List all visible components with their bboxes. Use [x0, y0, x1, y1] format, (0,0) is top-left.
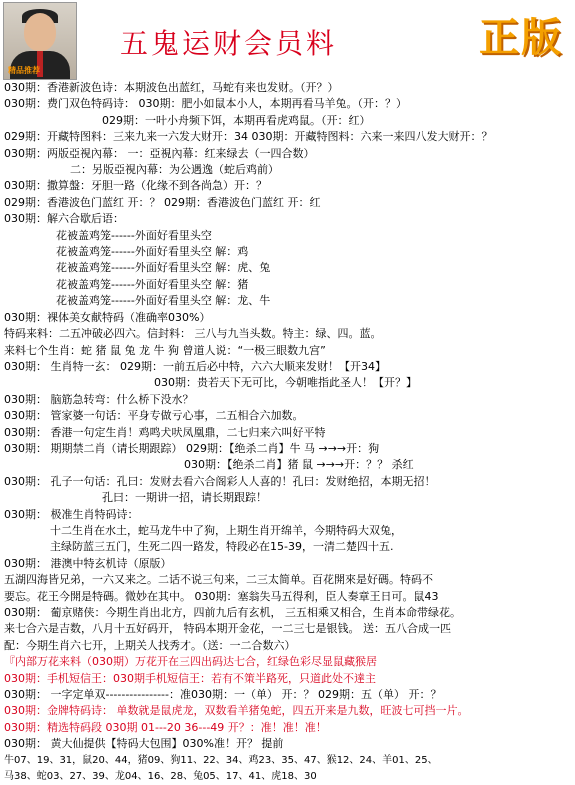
text-line: 二：另版亞視內幕：为公遇逸（蛇后鸡前） [70, 163, 279, 177]
text-line: 030期： 期期禁二肖（请长期跟踪） 029期：【绝杀二肖】牛 马 →→→开：狗 [4, 441, 380, 455]
text-line: 030期： 一字定单双----------------：准030期：一（单） 开：？ 029期：五（单） 开：？ [4, 688, 442, 702]
text-line: 主绿防蓝三五门，生死二四一路发，特段必在15-39，一清二楚四十五. [50, 540, 394, 554]
text-line: 030期： 生肖特一玄： 029期：一前五后必中特，六六大顺来发财！【开34】 [4, 359, 386, 373]
text-line: 孔曰：一期讲一招，请长期跟踪！ [102, 491, 267, 505]
text-line: 030期：精选特码段 030期 01---20 36---49 开？：准！准！准！ [4, 720, 327, 734]
text-line: 要忘。花王今開是特碼。微妙在其中。 030期：塞翁失马五得利，臣人奏章王日可。鼠43 [4, 589, 439, 603]
text-line: 来七合六是吉数，八月十五好码开， 特码本期开金花，一二三七是银钱。 送：五八合成一匹 [4, 622, 451, 636]
text-line: 030期：解六合歇后语： [4, 212, 124, 226]
face-shape [24, 13, 56, 51]
text-line: 030期：费门双色特码诗： 030期：肥小如鼠本小人，本期再看马羊兔。（开：？） [4, 97, 407, 111]
authentic-stamp: 正版 [479, 14, 563, 61]
text-line: 030期：两版亞視內幕： 一：亞視內幕：红来绿去（一四合数） [4, 146, 315, 160]
text-line: 030期： 香港一句定生肖！鸡鸣犬吠凤凰鼎，二七归来六叫好平特 [4, 425, 326, 439]
text-line: 马38、蛇03、27、39、龙04、16、28、兔05、17、41、虎18、30 [4, 771, 317, 783]
text-line: 030期： 管家婆一句话：平身专做亏心事，二五相合六加数。 [4, 409, 304, 423]
text-line: 十二生肖在水土，蛇马龙牛中了狗，上期生肖开绵羊，今期特码大双兔， [50, 523, 402, 537]
text-line: 030期：金牌特码诗： 单数就是鼠虎龙，双数看羊猪兔蛇，四五开来是九数，旺波七可挡一片。 [4, 704, 469, 718]
text-line: 030期： 葡京赌侠：今期生肖出北方，四前九后有玄机， 三五相乘又相合，生肖本命带绿花。 [4, 606, 461, 619]
portrait-photo [3, 2, 77, 80]
text-line: 029期：香港波色门蓝红 开：？ 029期：香港波色门蓝红 开：红 [4, 195, 321, 209]
text-line: 花被盖鸡笼------外面好看里头空 [56, 228, 212, 242]
text-line: 030期：撒算盤：牙胆一路（化缘不到各尚急）开：？ [4, 179, 267, 193]
text-line: 030期： 孔子一句话：孔曰：发财去看六合阁彩人人喜的！孔曰：发财绝招，本期无招！ [4, 474, 436, 488]
text-line: 花被盖鸡笼------外面好看里头空 解：猪 [56, 277, 249, 291]
page-title: 五鬼运财会员料 [120, 27, 338, 60]
text-line: 030期：贵若天下无可比，今朝唯指此圣人！【开？】 [154, 376, 417, 390]
text-line: 029期：一叶小舟频下饵，本期再看虎鸡鼠。（开：红） [102, 113, 371, 127]
text-line: 来料七个生肖：蛇 猪 鼠 兔 龙 牛 狗 曾道人说：“一极三眼数九宫” [4, 343, 326, 357]
text-line: 030期： 极准生肖特码诗： [4, 507, 139, 521]
text-line: 030期：裸体美女献特码（准确率030%） [4, 310, 211, 324]
text-line: 特码来料：二五冲破必四六。信封料： 三八与九当头数。特主：绿、四。蓝。 [4, 327, 382, 341]
text-line: 配：今期生肖六七开，上期关人找秀才。（送：一二合数六） [4, 638, 296, 652]
text-line: 029期：开藏特图料：三来九来一六发大财开：34 030期：开藏特图料：六来一来四八发大财开：？ [4, 130, 493, 144]
text-line: 花被盖鸡笼------外面好看里头空 解：鸡 [56, 245, 249, 259]
text-line: 030期： 港澳中特玄机诗（原版） [4, 556, 172, 570]
text-line: 030期：手机短信王：030期手机短信王：若有不策半路死，只道此处不達主 [4, 671, 376, 685]
page-header [0, 0, 575, 80]
text-line: 030期：香港新波色诗：本期波色出蓝红，马蛇有来也发财。（开？） [4, 81, 339, 94]
text-line: 030期： 脑筋急转弯：什么桥下没水？ [4, 392, 194, 406]
text-line: 『内部万花来料（030期）万花开在三四出码达七合，红绿色彩尽显鼠藏猴居 [4, 655, 377, 669]
content-body [4, 80, 571, 785]
text-line: 030期：【绝杀二肖】猪 鼠 →→→开：？？ 杀红 [184, 458, 414, 472]
text-line: 030期： 黄大仙提供【特码大包围】030%准！开？ 提前 [4, 737, 284, 751]
text-line: 五湖四海皆兄弟，一六又来之。二话不说三句来，二三太简单。百花開來是好碼。特码不 [4, 573, 433, 587]
photo-badge: 精品推荐 [8, 66, 40, 75]
text-line: 牛07、19、31，鼠20、44，猪09、狗11、22、34、鸡23、35、47、猴12、24、羊01、25、 [4, 754, 438, 766]
text-line: 花被盖鸡笼------外面好看里头空 解：虎、兔 [56, 261, 271, 275]
text-line: 花被盖鸡笼------外面好看里头空 解：龙、牛 [56, 294, 271, 308]
